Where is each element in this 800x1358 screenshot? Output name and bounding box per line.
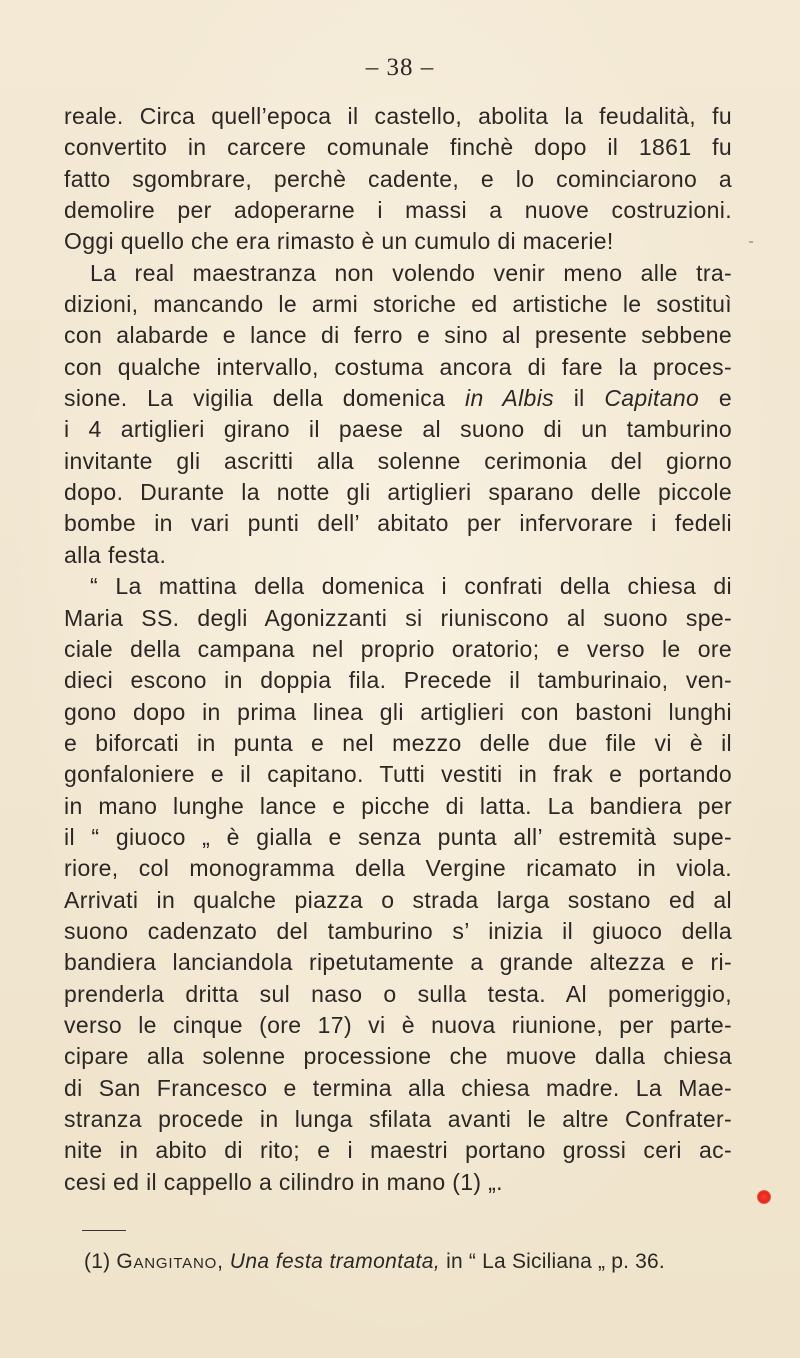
italic-phrase: Capitano	[604, 385, 700, 412]
red-ink-dot	[757, 1190, 771, 1204]
text-line: demolire per adoperarne i massi a nuove costruzioni.	[64, 197, 732, 224]
text-line: i 4 artiglieri girano il paese al suono di un tamburino	[64, 416, 732, 443]
text-line: con qualche intervallo, costuma ancora di fare la proces-	[64, 353, 732, 380]
text-line: Oggi quello che era rimasto è un cumulo di macerie!	[64, 228, 614, 255]
text-line: cipare alla solenne processione che muove dalla chiesa	[64, 1043, 732, 1070]
text-line: verso le cinque (ore 17) vi è nuova riunione, per parte-	[64, 1011, 732, 1038]
text-line: bombe in vari punti dell’ abitato per infervorare i fedeli	[64, 510, 732, 537]
text-line: riore, col monogramma della Vergine ricamato in viola.	[64, 855, 732, 882]
text-line: convertito in carcere comunale finchè dopo il 1861 fu	[64, 134, 732, 161]
text-line: e biforcati in punta e nel mezzo delle due file vi è il	[64, 729, 732, 756]
text-line: Arrivati in qualche piazza o strada larga sostano ed al	[64, 886, 732, 913]
text-line: prenderla dritta sul naso o sulla testa. Al pomeriggio,	[64, 980, 732, 1007]
text-line: Maria SS. degli Agonizzanti si riuniscono al suono spe-	[64, 604, 732, 631]
footnote-author: Gangitano,	[116, 1250, 224, 1273]
footnote-divider	[82, 1230, 126, 1231]
text-line: in mano lunghe lance e picche di latta. La bandiera per	[64, 792, 732, 819]
page-number: – 38 –	[365, 54, 435, 81]
text-line: il “ giuoco „ è gialla e senza punta all’ estremità supe-	[64, 823, 732, 850]
text-line: bandiera lanciandola ripetutamente a grande altezza e ri-	[64, 949, 732, 976]
text-line: La real maestranza non volendo venir meno alle tra-	[90, 259, 732, 286]
text-line: di San Francesco e termina alla chiesa madre. La Mae-	[64, 1074, 732, 1101]
text-line: ciale della campana nel proprio oratorio; e verso le ore	[64, 635, 732, 662]
text-line: dieci escono in doppia fila. Precede il tamburinaio, ven-	[64, 667, 732, 694]
paper-speck	[749, 241, 753, 243]
text-line: fatto sgombrare, perchè cadente, e lo cominciarono a	[64, 165, 732, 192]
footnote-source: in “ La Siciliana „ p. 36.	[446, 1250, 665, 1273]
footnote-title: Una festa tramontata,	[229, 1250, 441, 1273]
text-run: sione. La vigilia della domenica	[64, 385, 446, 412]
text-line: gonfaloniere e il capitano. Tutti vestiti in frak e portando	[64, 761, 732, 788]
text-line-mixed	[64, 383, 732, 414]
text-run: e	[718, 385, 732, 412]
footnote	[84, 1248, 734, 1276]
text-line: reale. Circa quell’epoca il castello, abolita la feudalità, fu	[64, 103, 732, 129]
text-line: alla festa.	[64, 541, 167, 568]
text-line: suono cadenzato del tamburino s’ inizia il giuoco della	[64, 917, 732, 944]
footnote-marker: (1)	[84, 1250, 111, 1273]
text-run: il	[573, 385, 585, 412]
text-line: nite in abito di rito; e i maestri portano grossi ceri ac-	[64, 1137, 732, 1164]
text-line: cesi ed il cappello a cilindro in mano (1) „.	[64, 1168, 503, 1195]
text-line: dizioni, mancando le armi storiche ed artistiche le sostituì	[64, 291, 732, 318]
text-line: “ La mattina della domenica i confrati della chiesa di	[90, 573, 732, 600]
italic-phrase: in Albis	[464, 385, 555, 412]
body-text	[64, 101, 732, 1198]
text-line: con alabarde e lance di ferro e sino al presente sebbene	[64, 322, 732, 349]
text-line: gono dopo in prima linea gli artiglieri con bastoni lunghi	[64, 698, 732, 725]
text-line: dopo. Durante la notte gli artiglieri sparano delle piccole	[64, 479, 732, 506]
text-line: stranza procede in lunga sfilata avanti le altre Confrater-	[64, 1106, 732, 1132]
text-line: invitante gli ascritti alla solenne cerimonia del giorno	[64, 447, 732, 474]
